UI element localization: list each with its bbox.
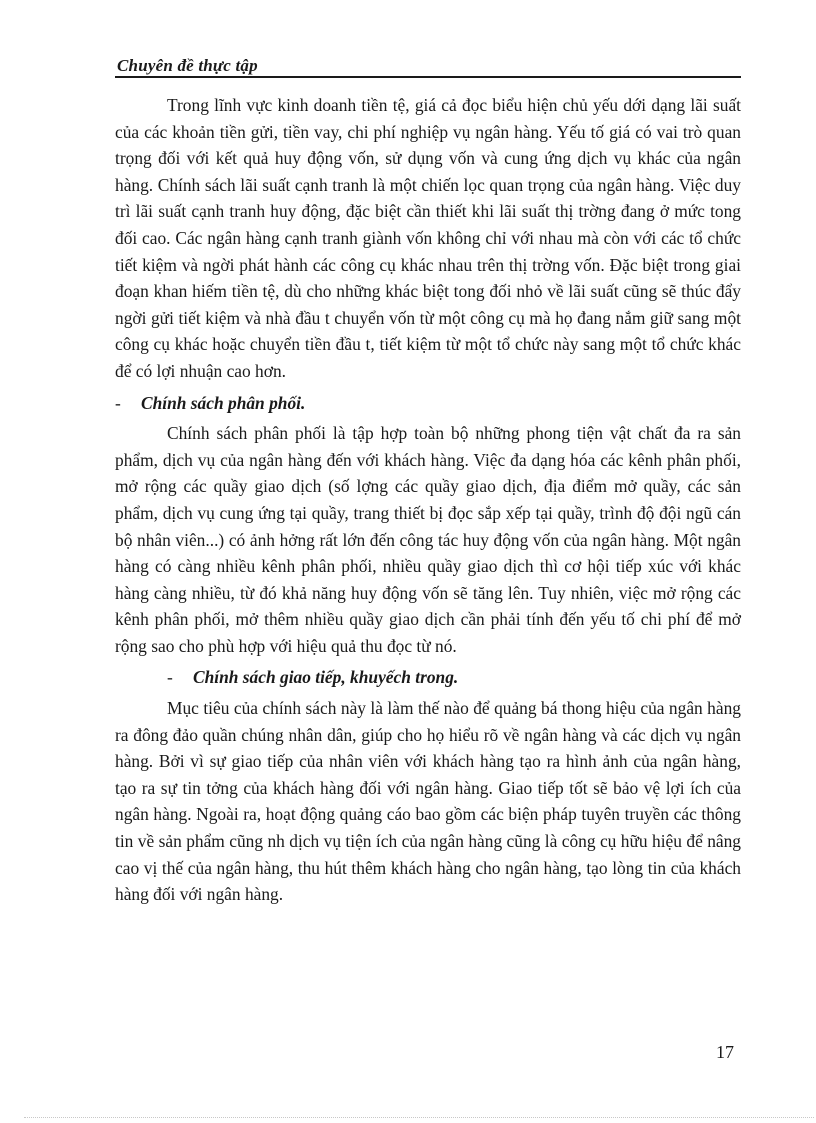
paragraph-distribution-policy: Chính sách phân phối là tập hợp toàn bộ những phong tiện vật chất đa ra sản phẩm, dịch vụ của ngân hàng đến với khách hàng. Việc đa dạng hóa các kênh phân phối, mở rộng các quầy giao dịch (số lợng các quầy giao dịch, địa điểm mở quầy, các sản phẩm, dịch vụ cung ứng tại quầy, trang thiết bị đọc sắp xếp tại quầy, trình độ đội ngũ cán bộ nhân viên...) có ảnh hởng rất lớn đến công tác huy động vốn của ngân hàng. Một ngân hàng có càng nhiều kênh phân phối, nhiều quầy giao dịch thì cơ hội tiếp xúc với khác hàng càng nhiều, từ đó khả năng huy động vốn sẽ tăng lên. Tuy nhiên, việc mở rộng các kênh phân phối, mở thêm nhiều quầy giao dịch cần phải tính đến yếu tố chi phí để mở rộng sao cho phù hợp với hiệu quả thu đọc từ nó.	[115, 423, 741, 656]
page-header	[115, 52, 741, 78]
header-title: Chuyên đề thực tập	[117, 56, 258, 75]
heading-text: Chính sách giao tiếp, khuyếch trong.	[193, 667, 459, 688]
page-bottom-divider	[24, 1117, 814, 1118]
paragraph-communication-policy: Mục tiêu của chính sách này là làm thế nào để quảng bá thong hiệu của ngân hàng ra đông đảo quần chúng nhân dân, giúp cho họ hiểu rõ về ngân hàng và các dịch vụ ngân hàng. Bởi vì sự giao tiếp của nhân viên với khách hàng tạo ra hình ảnh của ngân hàng, tạo ra sự tin tởng của khách hàng đối với ngân hàng. Giao tiếp tốt sẽ bảo vệ lợi ích của ngân hàng. Ngoài ra, hoạt động quảng cáo bao gồm các biện pháp tuyên truyền các thông tin về sản phẩm cũng nh dịch vụ tiện ích của ngân hàng cũng là công cụ hữu hiệu để nâng cao vị thế của ngân hàng, thu hút thêm khách hàng cho ngân hàng, tạo lòng tin của khách hàng đối với ngân hàng.	[115, 698, 741, 905]
document-body	[115, 92, 741, 908]
section-heading-communication	[115, 664, 741, 691]
section-heading-distribution	[115, 390, 741, 417]
heading-dash: -	[167, 667, 173, 688]
paragraph-interest-rate-policy: Trong lĩnh vực kinh doanh tiền tệ, giá cả đọc biểu hiện chủ yếu dới dạng lãi suất của các khoản tiền gửi, tiền vay, chi phí nghiệp vụ ngân hàng. Yếu tố giá có vai trò quan trọng đối với kết quả huy động vốn, sử dụng vốn và cung ứng dịch vụ khác của ngân hàng. Chính sách lãi suất cạnh tranh là một chiến lọc quan trọng của ngân hàng. Việc duy trì lãi suất cạnh tranh huy động, đặc biệt cần thiết khi lãi suất thị trờng đang ở mức tong đối cao. Các ngân hàng cạnh tranh giành vốn không chỉ với nhau mà còn với các tổ chức tiết kiệm và ngời phát hành các công cụ khác nhau trên thị trờng vốn. Đặc biệt trong giai đoạn khan hiếm tiền tệ, dù cho những khác biệt tong đối nhỏ về lãi suất cũng sẽ thúc đẩy ngời gửi tiết kiệm và nhà đầu t chuyển vốn từ một công cụ mà họ đang nắm giữ sang một công cụ khác hoặc chuyển tiền đầu t, tiết kiệm từ một tổ chức này sang một tổ chức khác để có lợi nhuận cao hơn.	[115, 95, 741, 381]
heading-text: Chính sách phân phối.	[141, 392, 306, 413]
heading-dash: -	[115, 392, 121, 413]
page-number: 17	[716, 1042, 734, 1062]
